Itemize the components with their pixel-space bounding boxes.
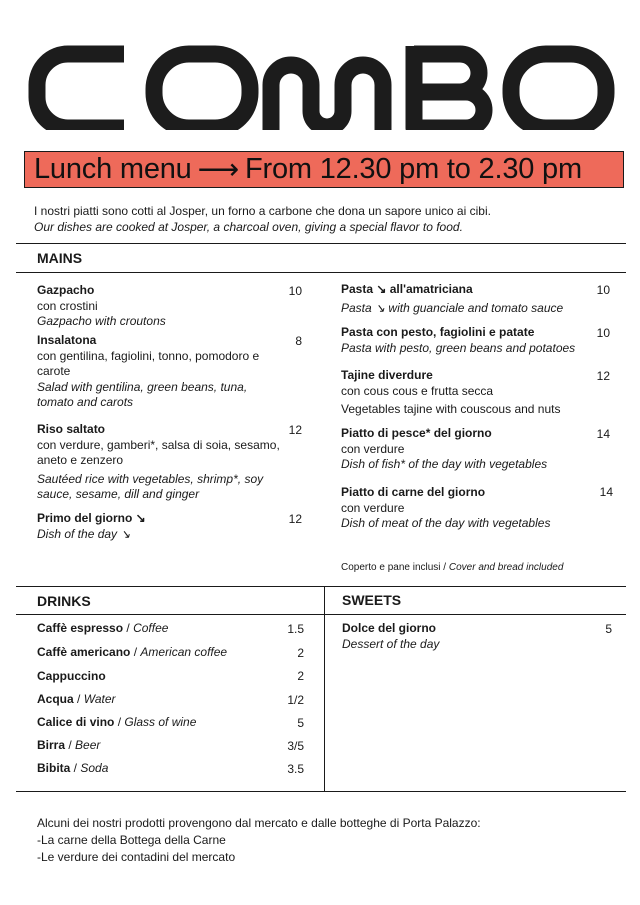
drinks-title: DRINKS (37, 593, 91, 609)
divider (16, 614, 626, 615)
item-price: 12 (596, 369, 610, 383)
separator: / (440, 562, 449, 573)
menu-item (341, 426, 601, 473)
drink-name-en: Water (83, 692, 116, 706)
drink-item (37, 669, 106, 683)
separator: / (130, 645, 141, 659)
item-price: 12 (288, 512, 302, 526)
item-price: 10 (596, 326, 610, 340)
sweets-title: SWEETS (342, 592, 402, 608)
column-divider (324, 586, 325, 791)
drink-item (37, 738, 100, 752)
drink-name: Cappuccino (37, 669, 106, 683)
item-price: 12 (288, 423, 302, 437)
item-name: Dolce del giorno (342, 621, 437, 635)
sweet-item (342, 621, 582, 652)
sourcing-note (37, 815, 481, 866)
item-desc-it: con crostini (37, 298, 98, 313)
item-price: 10 (288, 284, 302, 298)
sourcing-line: -La carne della Bottega della Carne (37, 833, 226, 847)
item-desc-en: Pasta with pesto, green beans and potatoes (341, 340, 576, 355)
item-desc-en: Salad with gentilina, green beans, tuna, tomato and carots (37, 379, 248, 409)
item-desc-en: Dish of the day ↘ (37, 526, 131, 541)
item-name: Insalatona (37, 333, 97, 347)
item-desc-en: Dessert of the day (342, 636, 440, 651)
menu-item (37, 283, 287, 330)
menu-item (37, 422, 287, 503)
drink-name: Bibita (37, 761, 71, 775)
item-price: 14 (599, 485, 613, 499)
drink-name-en: Coffee (133, 621, 169, 635)
drink-item (37, 621, 168, 635)
drink-price: 2 (297, 646, 304, 660)
item-name: Primo del giorno ↘ (37, 511, 146, 525)
arrow-right-icon: ⟶ (197, 154, 239, 186)
item-name: Pasta con pesto, fagiolini e patate (341, 325, 535, 339)
menu-item (341, 368, 601, 418)
drink-name-en: Glass of wine (124, 715, 197, 729)
drink-item (37, 761, 108, 775)
item-price: 5 (605, 622, 612, 636)
item-desc-it: con cous cous e frutta secca (341, 383, 494, 398)
sourcing-line: Alcuni dei nostri prodotti provengono dal mercato e dalle botteghe di Porta Palazzo: (37, 816, 481, 830)
item-name: Piatto di pesce* del giorno (341, 426, 492, 440)
item-desc-it: con gentilina, fagiolini, tonno, pomodoro e carote (37, 348, 260, 378)
item-name: Pasta ↘ all'amatriciana (341, 282, 473, 296)
cover-note (341, 562, 563, 573)
drink-price: 3.5 (287, 762, 304, 776)
intro-english: Our dishes are cooked at Josper, a charcoal oven, giving a special flavor to food. (34, 220, 463, 234)
menu-item (37, 333, 282, 411)
item-desc-en: Pasta ↘ with guanciale and tomato sauce (341, 300, 564, 315)
intro-italian: I nostri piatti sono cotti al Josper, un forno a carbone che dona un sapore unico ai cibi. (34, 204, 491, 218)
drink-name: Caffè americano (37, 645, 131, 659)
banner-lunch-label: Lunch menu (34, 153, 192, 185)
drink-name: Birra (37, 738, 66, 752)
intro-text (34, 203, 491, 235)
drink-price: 3/5 (287, 739, 304, 753)
combo-logo (0, 30, 640, 130)
item-name: Tajine diverdure (341, 368, 433, 382)
drink-price: 1.5 (287, 622, 304, 636)
item-desc-it: con verdure, gamberi*, salsa di soia, sesamo, aneto e zenzero (37, 437, 280, 467)
divider (16, 243, 626, 244)
item-desc-en: Sautéed rice with vegetables, shrimp*, soy sauce, sesame, dill and ginger (37, 471, 264, 501)
cover-note-it: Coperto e pane inclusi (341, 562, 441, 573)
item-price: 14 (596, 427, 610, 441)
drink-item (37, 692, 116, 706)
separator: / (65, 738, 76, 752)
item-desc-en: Dish of fish* of the day with vegetables (341, 457, 548, 471)
drink-price: 5 (297, 716, 304, 730)
drink-name-en: Soda (80, 761, 109, 775)
sourcing-line: -Le verdure dei contadini del mercato (37, 850, 236, 864)
mains-title: MAINS (37, 250, 83, 266)
item-name: Riso saltato (37, 422, 106, 436)
separator: / (114, 715, 125, 729)
item-desc-en: Vegetables tajine with couscous and nuts (341, 402, 561, 416)
item-desc-en: Gazpacho with croutons (37, 314, 166, 328)
separator: / (73, 692, 84, 706)
menu-item (341, 282, 601, 316)
drink-name: Acqua (37, 692, 74, 706)
banner-hours: From 12.30 pm to 2.30 pm (245, 153, 582, 185)
separator: / (123, 621, 134, 635)
item-desc-it: con verdure (341, 441, 405, 456)
divider (16, 791, 626, 792)
item-price: 8 (295, 334, 302, 348)
divider (16, 586, 626, 587)
drink-item (37, 645, 227, 659)
drink-price: 2 (297, 669, 304, 683)
cover-note-en: Cover and bread included (448, 562, 564, 573)
item-name: Gazpacho (37, 283, 95, 297)
drink-item (37, 715, 196, 729)
lunch-hours-banner (24, 151, 624, 188)
drink-name-en: American coffee (140, 645, 228, 659)
separator: / (70, 761, 81, 775)
divider (16, 272, 626, 273)
drink-name-en: Beer (75, 738, 101, 752)
drink-name: Caffè espresso (37, 621, 124, 635)
drink-name: Calice di vino (37, 715, 115, 729)
item-desc-it: con verdure (341, 500, 405, 515)
menu-item (37, 511, 287, 542)
drink-price: 1/2 (287, 693, 304, 707)
item-desc-en: Dish of meat of the day with vegetables (341, 516, 551, 530)
menu-item (341, 325, 601, 356)
item-name: Piatto di carne del giorno (341, 485, 486, 499)
item-price: 10 (596, 283, 610, 297)
menu-item (341, 485, 601, 532)
